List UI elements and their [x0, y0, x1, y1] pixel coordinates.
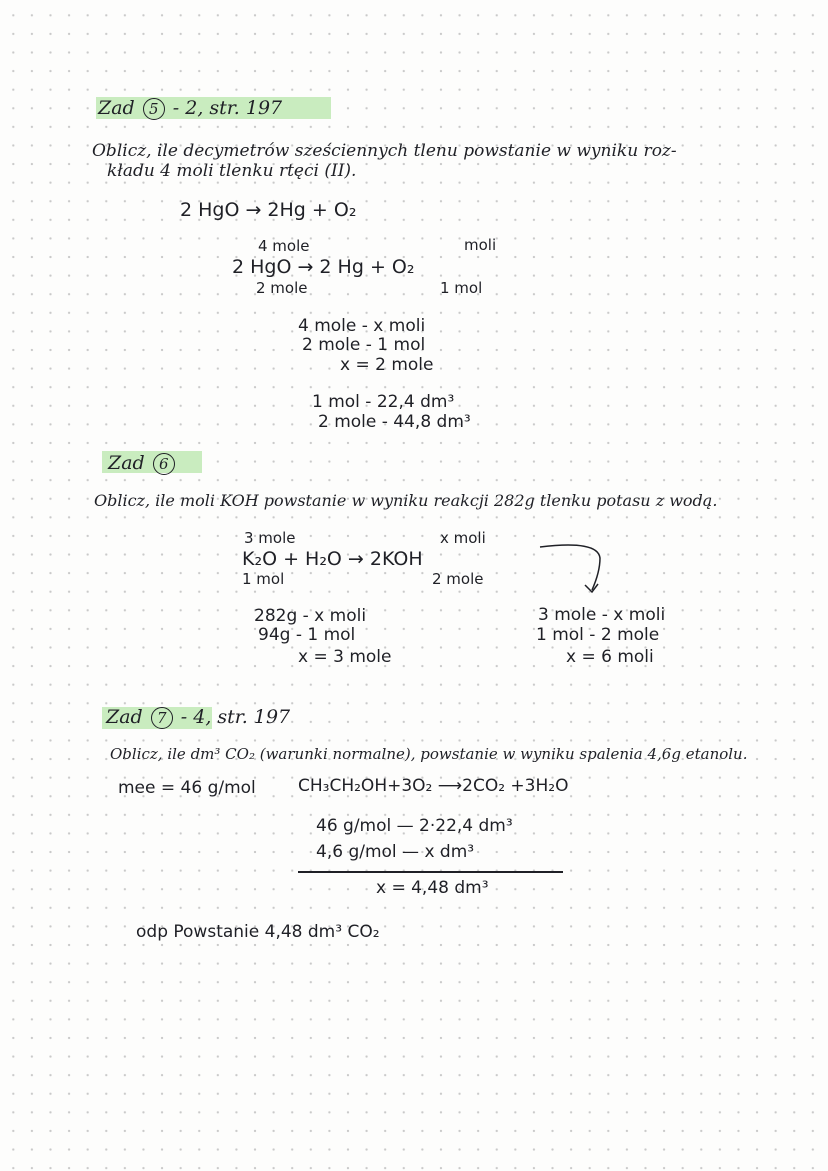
heading-prefix: Zad [108, 452, 145, 474]
question-zad5-line1: Oblicz, ile decymetrów sześciennych tlenu powstanie w wyniku roz- [92, 141, 677, 161]
equation-k2o: K₂O + H₂O → 2KOH [242, 548, 423, 570]
curved-arrow-icon [540, 545, 600, 590]
question-zad7: Oblicz, ile dm³ CO₂ (warunki normalne), powstanie w wyniku spalenia 4,6g etanolu. [110, 745, 748, 763]
volume-line2: 2 mole - 44,8 dm³ [318, 412, 471, 432]
answer-line: odp Powstanie 4,48 dm³ CO₂ [136, 922, 380, 942]
heading-ref: - 4, str. 197 [180, 706, 291, 728]
question-zad5-line2: kładu 4 moli tlenku rtęci (II). [107, 161, 357, 181]
equation-reaction: 2 HgO → 2 Hg + O₂ [232, 256, 415, 278]
label-below-koh: 2 mole [432, 570, 484, 588]
proportion-result: x = 4,48 dm³ [376, 878, 489, 898]
label-below-o2: 1 mol [440, 279, 483, 297]
mass-line2: 94g - 1 mol [258, 625, 356, 645]
ratio-result: x = 6 moli [566, 647, 654, 667]
proportion-line1: 4 mole - x moli [298, 316, 426, 336]
label-above-hgo: 4 mole [258, 237, 310, 255]
task-number-circle: 5 [143, 98, 165, 120]
label-above-koh: x moli [440, 529, 486, 547]
label-below-k2o: 1 mol [242, 570, 285, 588]
molar-mass: mee = 46 g/mol [118, 778, 256, 798]
question-zad6: Oblicz, ile moli KOH powstanie w wyniku reakcji 282g tlenku potasu z wodą. [94, 491, 718, 510]
heading-ref: - 2, str. 197 [172, 97, 283, 119]
heading-prefix: Zad [106, 706, 143, 728]
task-number-circle: 6 [153, 453, 175, 475]
proportion-line2: 2 mole - 1 mol [302, 335, 426, 355]
task-number-circle: 7 [151, 707, 173, 729]
mass-line1: 282g - x moli [254, 606, 367, 626]
label-below-hgo: 2 mole [256, 279, 308, 297]
proportion-line2: 4,6 g/mol — x dm³ [316, 842, 475, 862]
equation-main: 2 HgO → 2Hg + O₂ [180, 199, 357, 221]
label-above-k2o: 3 mole [244, 529, 296, 547]
proportion-result: x = 2 mole [340, 355, 434, 375]
ratio-line2: 1 mol - 2 mole [536, 625, 660, 645]
proportion-line1: 46 g/mol — 2·22,4 dm³ [316, 816, 513, 836]
label-above-o2: moli [464, 236, 497, 254]
fraction-line [298, 871, 563, 873]
volume-line1: 1 mol - 22,4 dm³ [312, 392, 455, 412]
heading-prefix: Zad [98, 97, 135, 119]
arrow-head-icon [585, 584, 598, 592]
combustion-equation: CH₃CH₂OH+3O₂ ⟶2CO₂ +3H₂O [298, 776, 569, 796]
ratio-line1: 3 mole - x moli [538, 605, 666, 625]
mass-result: x = 3 mole [298, 647, 392, 667]
heading-zad7 [106, 707, 290, 729]
